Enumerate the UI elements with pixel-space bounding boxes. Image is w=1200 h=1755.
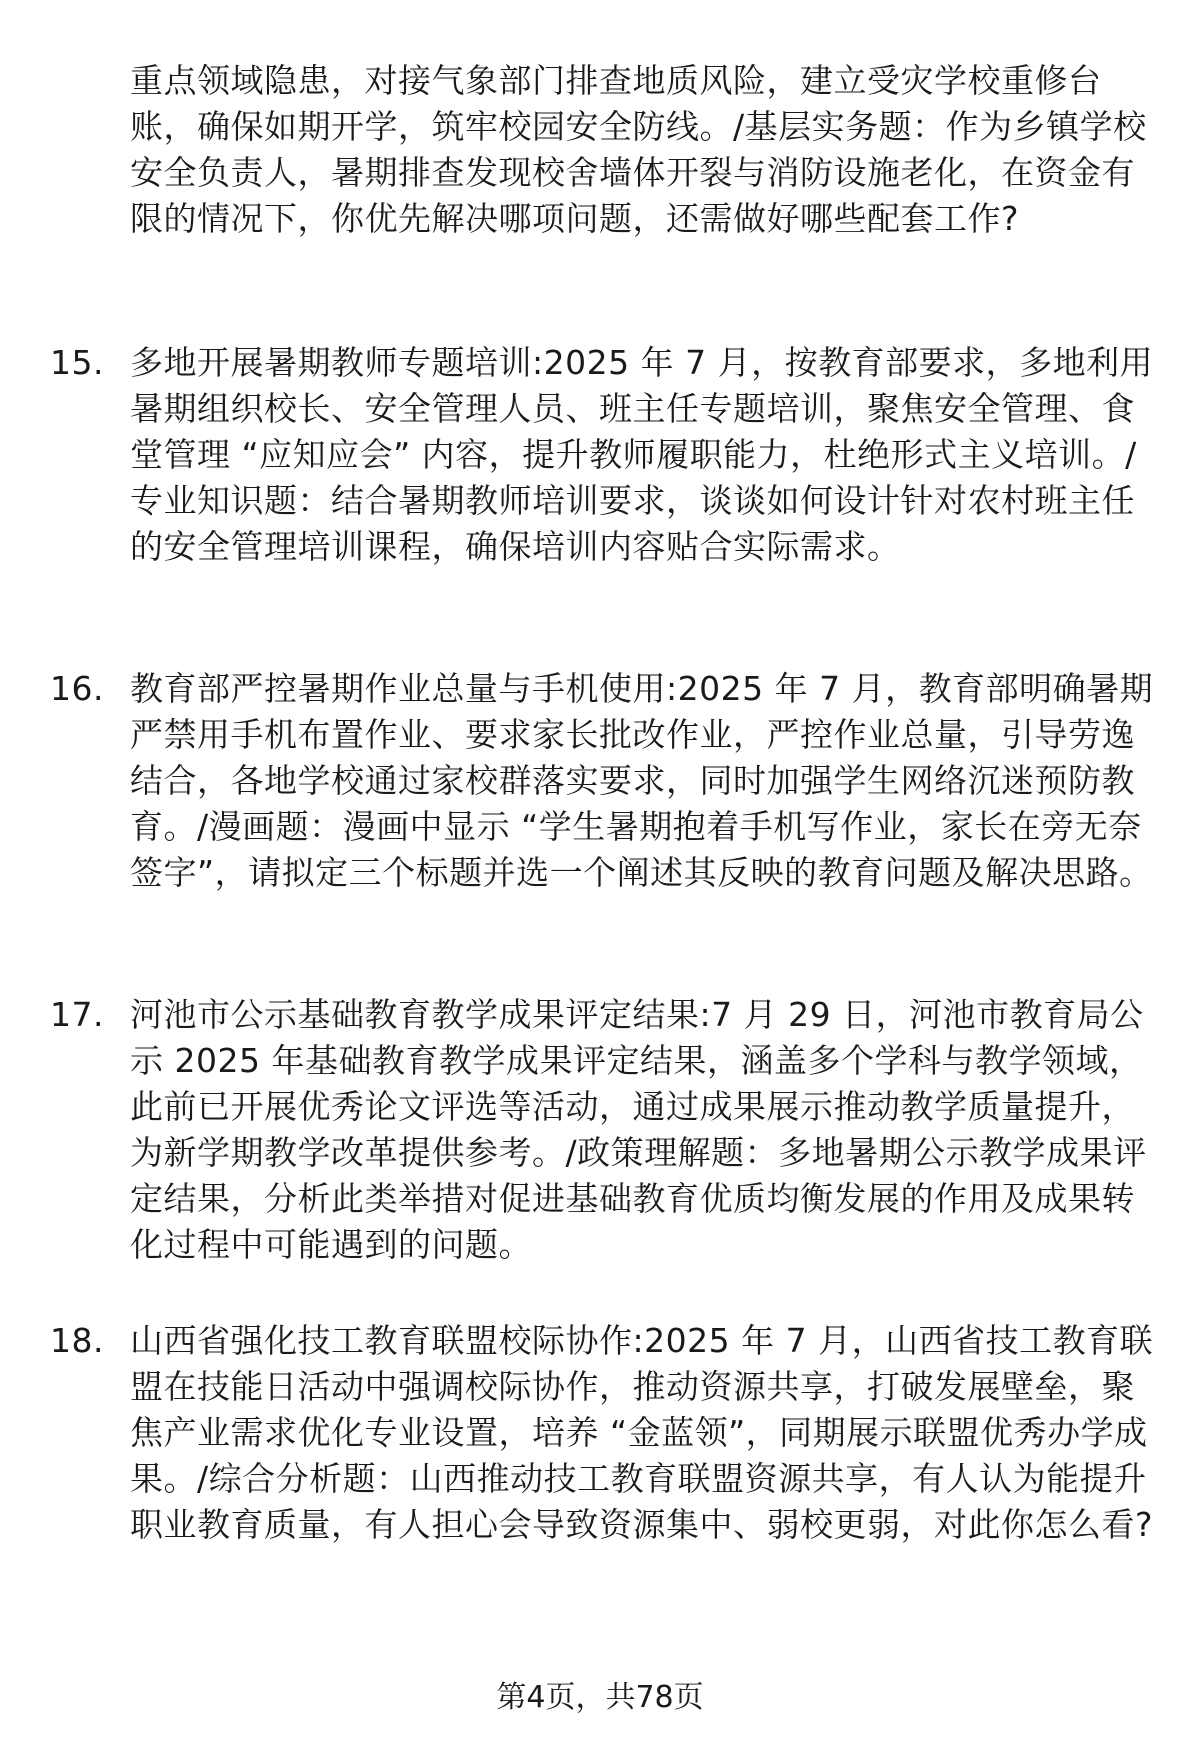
item-number: 16. bbox=[50, 669, 104, 708]
list-item bbox=[50, 1318, 1160, 1548]
item-text: 山西省强化技工教育联盟校际协作:2025 年 7 月，山西省技工教育联盟在技能日活动中强调校际协作，推动资源共享，打破发展壁垒，聚焦产业需求优化专业设置，培养 “金蓝领”，同期展示联盟优秀办学成果。/综合分析题：山西推动技工教育联盟资源共享，有人认为能提升职业教育质量，有人担心会导致资源集中、弱校更弱，对此你怎么看? bbox=[130, 1321, 1154, 1544]
item-text: 河池市公示基础教育教学成果评定结果:7 月 29 日，河池市教育局公示 2025 年基础教育教学成果评定结果，涵盖多个学科与教学领域，此前已开展优秀论文评选等活动，通过成果展示推动教学质量提升，为新学期教学改革提供参考。/政策理解题：多地暑期公示教学成果评定结果，分析此类举措对促进基础教育优质均衡发展的作用及成果转化过程中可能遇到的问题。 bbox=[130, 995, 1147, 1264]
item-text: 教育部严控暑期作业总量与手机使用:2025 年 7 月，教育部明确暑期严禁用手机布置作业、要求家长批改作业，严控作业总量，引导劳逸结合，各地学校通过家校群落实要求，同时加强学生网络沉迷预防教育。/漫画题：漫画中显示 “学生暑期抱着手机写作业，家长在旁无奈签字”，请拟定三个标题并选一个阐述其反映的教育问题及解决思路。 bbox=[130, 669, 1154, 892]
item-number: 17. bbox=[50, 995, 104, 1034]
item-number: 15. bbox=[50, 343, 104, 382]
item-text: 多地开展暑期教师专题培训:2025 年 7 月，按教育部要求，多地利用暑期组织校长、安全管理人员、班主任专题培训，聚焦安全管理、食堂管理 “应知应会” 内容，提升教师履职能力，杜绝形式主义培训。/专业知识题：结合暑期教师培训要求，谈谈如何设计针对农村班主任的安全管理培训课程，确保培训内容贴合实际需求。 bbox=[130, 343, 1154, 566]
page-footer: 第4页，共78页 bbox=[496, 1680, 704, 1715]
continuation-paragraph: 重点领域隐患，对接气象部门排查地质风险，建立受灾学校重修台账，确保如期开学，筑牢校园安全防线。/基层实务题：作为乡镇学校安全负责人，暑期排查发现校舍墙体开裂与消防设施老化，在资金有限的情况下，你优先解决哪项问题，还需做好哪些配套工作? bbox=[130, 61, 1147, 238]
list-item bbox=[50, 666, 1160, 896]
item-number: 18. bbox=[50, 1321, 104, 1360]
list-item bbox=[50, 992, 1160, 1268]
list-item bbox=[50, 340, 1160, 570]
